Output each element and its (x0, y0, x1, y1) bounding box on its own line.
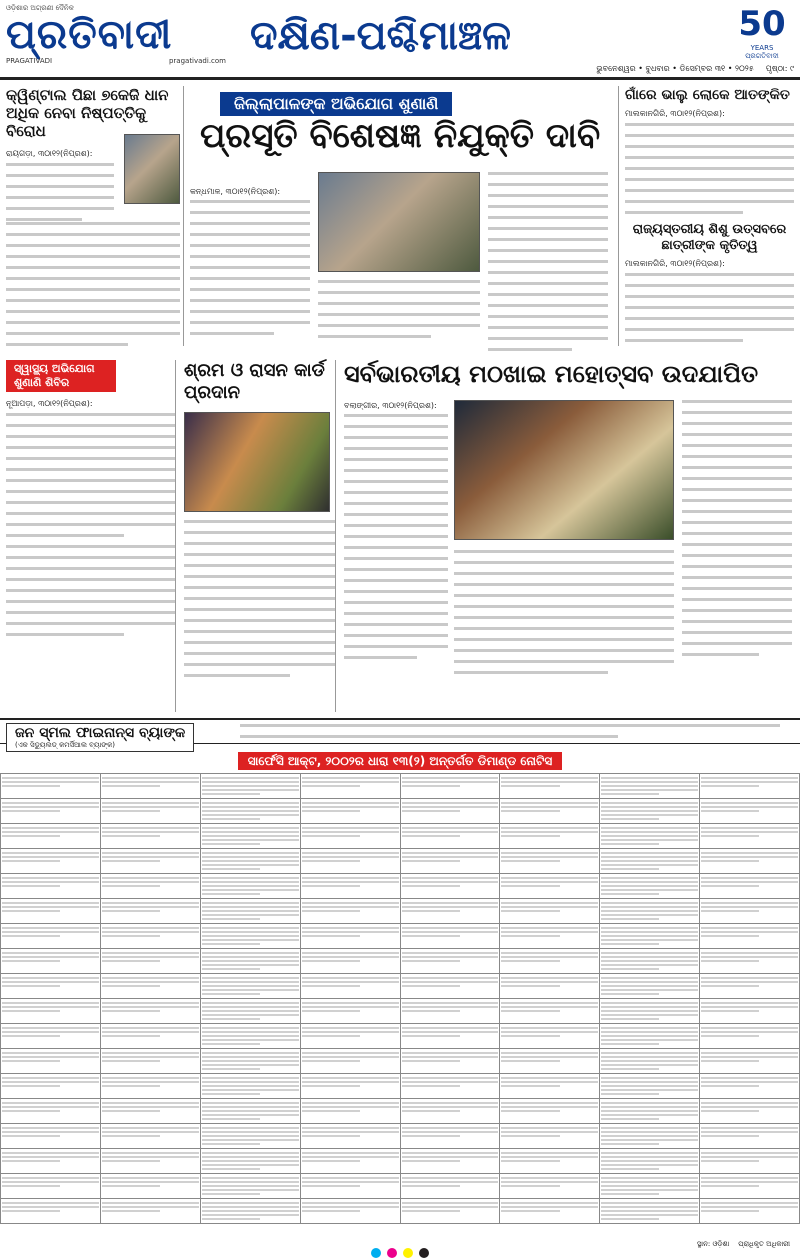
story-right-top (618, 86, 794, 346)
story-photo (454, 400, 674, 540)
table-row (1, 1124, 800, 1149)
table-cell (500, 924, 600, 949)
table-cell (1, 1174, 101, 1199)
masthead (0, 0, 800, 80)
table-row (1, 974, 800, 999)
table-cell (1, 949, 101, 974)
table-row (1, 874, 800, 899)
story-photo (184, 412, 330, 512)
table-cell (400, 1099, 500, 1124)
table-cell (300, 1049, 400, 1074)
bank-subtitle: (ଏକ ସିଡ୍ୟୁଲଡ୍ କମର୍ସିଆଲ ବ୍ୟାଙ୍କ) (15, 741, 115, 749)
lead-photo (318, 172, 480, 272)
page-number: ପୃଷ୍ଠା: ୯ (765, 64, 794, 73)
table-cell (400, 799, 500, 824)
table-cell (700, 924, 800, 949)
story-dateline: ନୂଆପଡ଼ା, ୩୦ା୧୨(ନିପ୍ରଶ): (6, 399, 93, 408)
story-body-cont (6, 222, 180, 354)
table-cell (500, 1174, 600, 1199)
black-swatch (419, 1248, 429, 1258)
table-cell (300, 999, 400, 1024)
story-body (184, 520, 335, 677)
story-mid-body (625, 273, 794, 342)
table-cell (600, 999, 700, 1024)
bank-name: ଜନ ସ୍ମଲ ଫାଇନାନ୍ସ ବ୍ୟାଙ୍କ (ଏକ ସିଡ୍ୟୁଲଡ୍ କମର୍ସିଆଲ ବ୍ୟାଙ୍କ) (6, 723, 194, 752)
table-row (1, 774, 800, 799)
table-cell (500, 774, 600, 799)
story-body-cont (6, 545, 175, 636)
table-cell (200, 924, 300, 949)
table-cell (200, 1049, 300, 1074)
table-cell (600, 924, 700, 949)
issue-info (596, 64, 794, 74)
story-mid-headline: ରାଜ୍ୟସ୍ତରୀୟ ଶିଶୁ ଉତ୍ସବରେ ଛାତ୍ରୀଙ୍କ କୃତିତ୍ୱ (632, 222, 787, 253)
table-cell (300, 824, 400, 849)
table-cell (1, 1199, 101, 1224)
table-cell (700, 899, 800, 924)
story-body-col3 (682, 400, 792, 664)
story-lower-left (6, 360, 176, 712)
cyan-swatch (371, 1248, 381, 1258)
table-cell (400, 999, 500, 1024)
story-lead (190, 86, 610, 346)
table-cell (300, 1174, 400, 1199)
table-cell (500, 824, 600, 849)
table-cell (1, 1099, 101, 1124)
table-cell (200, 849, 300, 874)
lead-body-col1 (190, 200, 310, 343)
table-cell (100, 874, 200, 899)
table-cell (400, 974, 500, 999)
table-cell (700, 999, 800, 1024)
table-cell (200, 949, 300, 974)
table-cell (700, 1199, 800, 1224)
table-cell (400, 1074, 500, 1099)
table-cell (300, 924, 400, 949)
table-cell (700, 1124, 800, 1149)
table-row (1, 924, 800, 949)
story-lower-mid (184, 360, 336, 712)
table-cell (300, 774, 400, 799)
table-cell (700, 1049, 800, 1074)
table-cell (600, 1124, 700, 1149)
table-cell (1, 999, 101, 1024)
table-row (1, 849, 800, 874)
table-row (1, 899, 800, 924)
table-cell (200, 1149, 300, 1174)
table-cell (100, 1049, 200, 1074)
table-cell (100, 949, 200, 974)
table-cell (500, 1024, 600, 1049)
table-cell (400, 849, 500, 874)
table-cell (600, 1099, 700, 1124)
story-dateline: ମାଲକାନଗିରି, ୩୦ା୧୨(ନିପ୍ରଶ): (625, 109, 725, 118)
table-cell (200, 824, 300, 849)
story-body (6, 163, 114, 221)
table-cell (1, 1049, 101, 1074)
table-cell (200, 1199, 300, 1224)
story-mid-dateline: ମାଲକାନଗିରି, ୩୦ା୧୨(ନିପ୍ରଶ): (625, 259, 725, 268)
table-cell (600, 1149, 700, 1174)
table-cell (400, 1049, 500, 1074)
lead-dateline: କନ୍ଧମାଳ, ୩୦ା୧୨(ନିପ୍ରଶ): (190, 187, 281, 196)
table-row (1, 1074, 800, 1099)
table-cell (400, 1124, 500, 1149)
table-row (1, 1199, 800, 1224)
table-cell (600, 1074, 700, 1099)
table-cell (500, 799, 600, 824)
table-cell (400, 1174, 500, 1199)
table-cell (200, 799, 300, 824)
table-cell (700, 1024, 800, 1049)
logo-latin: PRAGATIVADI (6, 57, 53, 65)
footer-place: ସ୍ଥାନ: ଓଡ଼ିଶା (697, 1240, 730, 1248)
table-cell (1, 849, 101, 874)
anniversary-caption: ପ୍ରଗତିବାଦୀ (745, 52, 779, 60)
story-body-col1 (344, 414, 448, 667)
table-cell (600, 949, 700, 974)
table-cell (400, 774, 500, 799)
edition-title: ଦକ୍ଷିଣ-ପଶ୍ଚିମାଞ୍ଚଳ (250, 13, 512, 59)
table-cell (100, 1149, 200, 1174)
table-cell (300, 899, 400, 924)
table-cell (500, 999, 600, 1024)
anniversary-text: YEARS (750, 44, 774, 52)
table-row (1, 999, 800, 1024)
tagline: ଓଡ଼ିଶାର ଅଗ୍ରଣୀ ଦୈନିକ (6, 4, 74, 12)
anniversary-badge (732, 4, 792, 64)
table-cell (600, 874, 700, 899)
issue-date: ଭୁବନେଶ୍ୱର • ବୁଧବାର • ଡିସେମ୍ବର ୩୧ • ୨୦୨୫ (596, 64, 754, 73)
table-cell (100, 774, 200, 799)
lead-kicker: ଜିଲ୍ଲାପାଳଙ୍କ ଅଭିଯୋଗ ଶୁଣାଣି (220, 92, 452, 116)
table-cell (600, 974, 700, 999)
logo-wordmark: ପ୍ରତିବାଦୀ (6, 11, 173, 58)
table-cell (1, 1074, 101, 1099)
table-cell (500, 899, 600, 924)
story-body (625, 123, 794, 214)
table-row (1, 1099, 800, 1124)
table-cell (400, 1149, 500, 1174)
notice-table (0, 744, 800, 1244)
table-cell (400, 924, 500, 949)
registration-marks (0, 1246, 800, 1260)
story-headline: ଗାଁରେ ଭାଲୁ ଲୋକେ ଆତଙ୍କିତ (625, 87, 790, 103)
story-left-top (6, 86, 184, 346)
anniversary-number: 50 (738, 4, 786, 44)
table-cell (500, 974, 600, 999)
table-cell (1, 824, 101, 849)
table-cell (100, 824, 200, 849)
table-cell (100, 1099, 200, 1124)
table-cell (300, 974, 400, 999)
table-cell (200, 1124, 300, 1149)
lead-headline: ପ୍ରସୂତି ବିଶେଷଜ୍ଞ ନିଯୁକ୍ତି ଦାବି (200, 116, 601, 156)
table-cell (100, 1199, 200, 1224)
table-cell (200, 1024, 300, 1049)
table-cell (700, 774, 800, 799)
table-row (1, 799, 800, 824)
table-cell (100, 1024, 200, 1049)
table-row (1, 949, 800, 974)
table-cell (100, 1174, 200, 1199)
table-cell (400, 824, 500, 849)
table-cell (400, 1199, 500, 1224)
table-cell (500, 849, 600, 874)
table-cell (200, 1174, 300, 1199)
table-cell (700, 974, 800, 999)
table-cell (300, 1199, 400, 1224)
story-headline: ଶ୍ରମ ଓ ରାସନ କାର୍ଡ ପ୍ରଦାନ (184, 360, 325, 403)
table-cell (300, 1099, 400, 1124)
magenta-swatch (387, 1248, 397, 1258)
table-cell (600, 849, 700, 874)
table-cell (1, 1149, 101, 1174)
table-cell (300, 799, 400, 824)
table-cell (300, 849, 400, 874)
table-cell (1, 799, 101, 824)
table-cell (200, 1099, 300, 1124)
table-cell (500, 949, 600, 974)
story-body-col2 (454, 550, 674, 682)
table-cell (300, 1149, 400, 1174)
table-cell (700, 1149, 800, 1174)
yellow-swatch (403, 1248, 413, 1258)
table-cell (100, 924, 200, 949)
table-cell (700, 849, 800, 874)
table-row (1, 1049, 800, 1074)
table-cell (700, 824, 800, 849)
table-cell (400, 874, 500, 899)
table-cell (300, 874, 400, 899)
table-cell (600, 824, 700, 849)
table-cell (600, 774, 700, 799)
table-cell (700, 1099, 800, 1124)
table-row (1, 824, 800, 849)
table-cell (200, 899, 300, 924)
table-cell (400, 899, 500, 924)
story-headline: କ୍ୱିଣ୍ଟାଲ ପିଛା ୭କେଜି ଧାନ ଅଧିକ ନେବା ନିଷ୍ପତ୍ତିକୁ ବିରୋଧ (6, 86, 169, 140)
table-cell (500, 1074, 600, 1099)
table-cell (100, 799, 200, 824)
table-cell (1, 899, 101, 924)
story-body (6, 413, 175, 537)
table-cell (1, 874, 101, 899)
table-cell (1, 1124, 101, 1149)
table-cell (100, 974, 200, 999)
ad-intro (240, 724, 780, 746)
notice-grid (0, 773, 800, 1224)
table-cell (600, 1174, 700, 1199)
table-cell (600, 1199, 700, 1224)
table-cell (700, 1074, 800, 1099)
table-cell (100, 1124, 200, 1149)
table-cell (200, 1074, 300, 1099)
table-cell (400, 949, 500, 974)
table-cell (600, 799, 700, 824)
table-cell (100, 1074, 200, 1099)
ad-banner (0, 718, 800, 749)
table-cell (600, 1049, 700, 1074)
table-row (1, 1174, 800, 1199)
table-cell (500, 1099, 600, 1124)
logo-subline (6, 57, 226, 65)
lead-body-col2 (318, 280, 480, 346)
table-cell (700, 874, 800, 899)
table-cell (200, 999, 300, 1024)
table-cell (500, 1124, 600, 1149)
logo (6, 4, 238, 76)
table-cell (200, 974, 300, 999)
table-cell (600, 899, 700, 924)
table-cell (300, 1124, 400, 1149)
table-cell (300, 1074, 400, 1099)
table-cell (100, 899, 200, 924)
table-cell (100, 849, 200, 874)
table-cell (300, 1024, 400, 1049)
table-cell (500, 1049, 600, 1074)
table-cell (1, 1024, 101, 1049)
table-cell (500, 1149, 600, 1174)
table-cell (600, 1024, 700, 1049)
table-cell (200, 774, 300, 799)
story-photo (124, 134, 180, 204)
table-cell (500, 874, 600, 899)
story-dateline: ବଲାଙ୍ଗୀର, ୩୦ା୧୨(ନିପ୍ରଶ): (344, 401, 437, 410)
story-kicker: ସ୍ୱାସ୍ଥ୍ୟ ଅଭିଯୋଗ ଶୁଣାଣି ଶିବିର (6, 360, 116, 392)
story-lower-right (344, 360, 794, 712)
table-cell (200, 874, 300, 899)
table-cell (1, 924, 101, 949)
notice-rows (1, 774, 800, 1224)
table-cell (700, 1174, 800, 1199)
story-headline: ସର୍ବଭାରତୀୟ ମଠଖାଇ ମହୋତ୍ସବ ଉଦଯାପିତ (344, 360, 759, 388)
table-row (1, 1149, 800, 1174)
table-cell (100, 999, 200, 1024)
table-cell (300, 949, 400, 974)
table-cell (500, 1199, 600, 1224)
footer-sign: ପ୍ରାଧିକୃତ ଅଧିକାରୀ (738, 1240, 790, 1248)
story-dateline: ରାୟଗଡ଼ା, ୩୦ା୧୨(ନିପ୍ରଶ): (6, 149, 93, 158)
lead-body-col3 (488, 172, 608, 359)
table-cell (400, 1024, 500, 1049)
table-cell (700, 799, 800, 824)
website: pragativadi.com (168, 57, 226, 65)
table-row (1, 1024, 800, 1049)
notice-title: ସାର୍ଫେସି ଆକ୍ଟ, ୨୦୦୨ର ଧାରା ୧୩(୨) ଅନ୍ତର୍ଗତ ଡିମାଣ୍ଡ ନୋଟିସ (238, 752, 562, 770)
notice-title-wrap (0, 750, 800, 769)
table-cell (700, 949, 800, 974)
table-cell (1, 974, 101, 999)
table-cell (1, 774, 101, 799)
